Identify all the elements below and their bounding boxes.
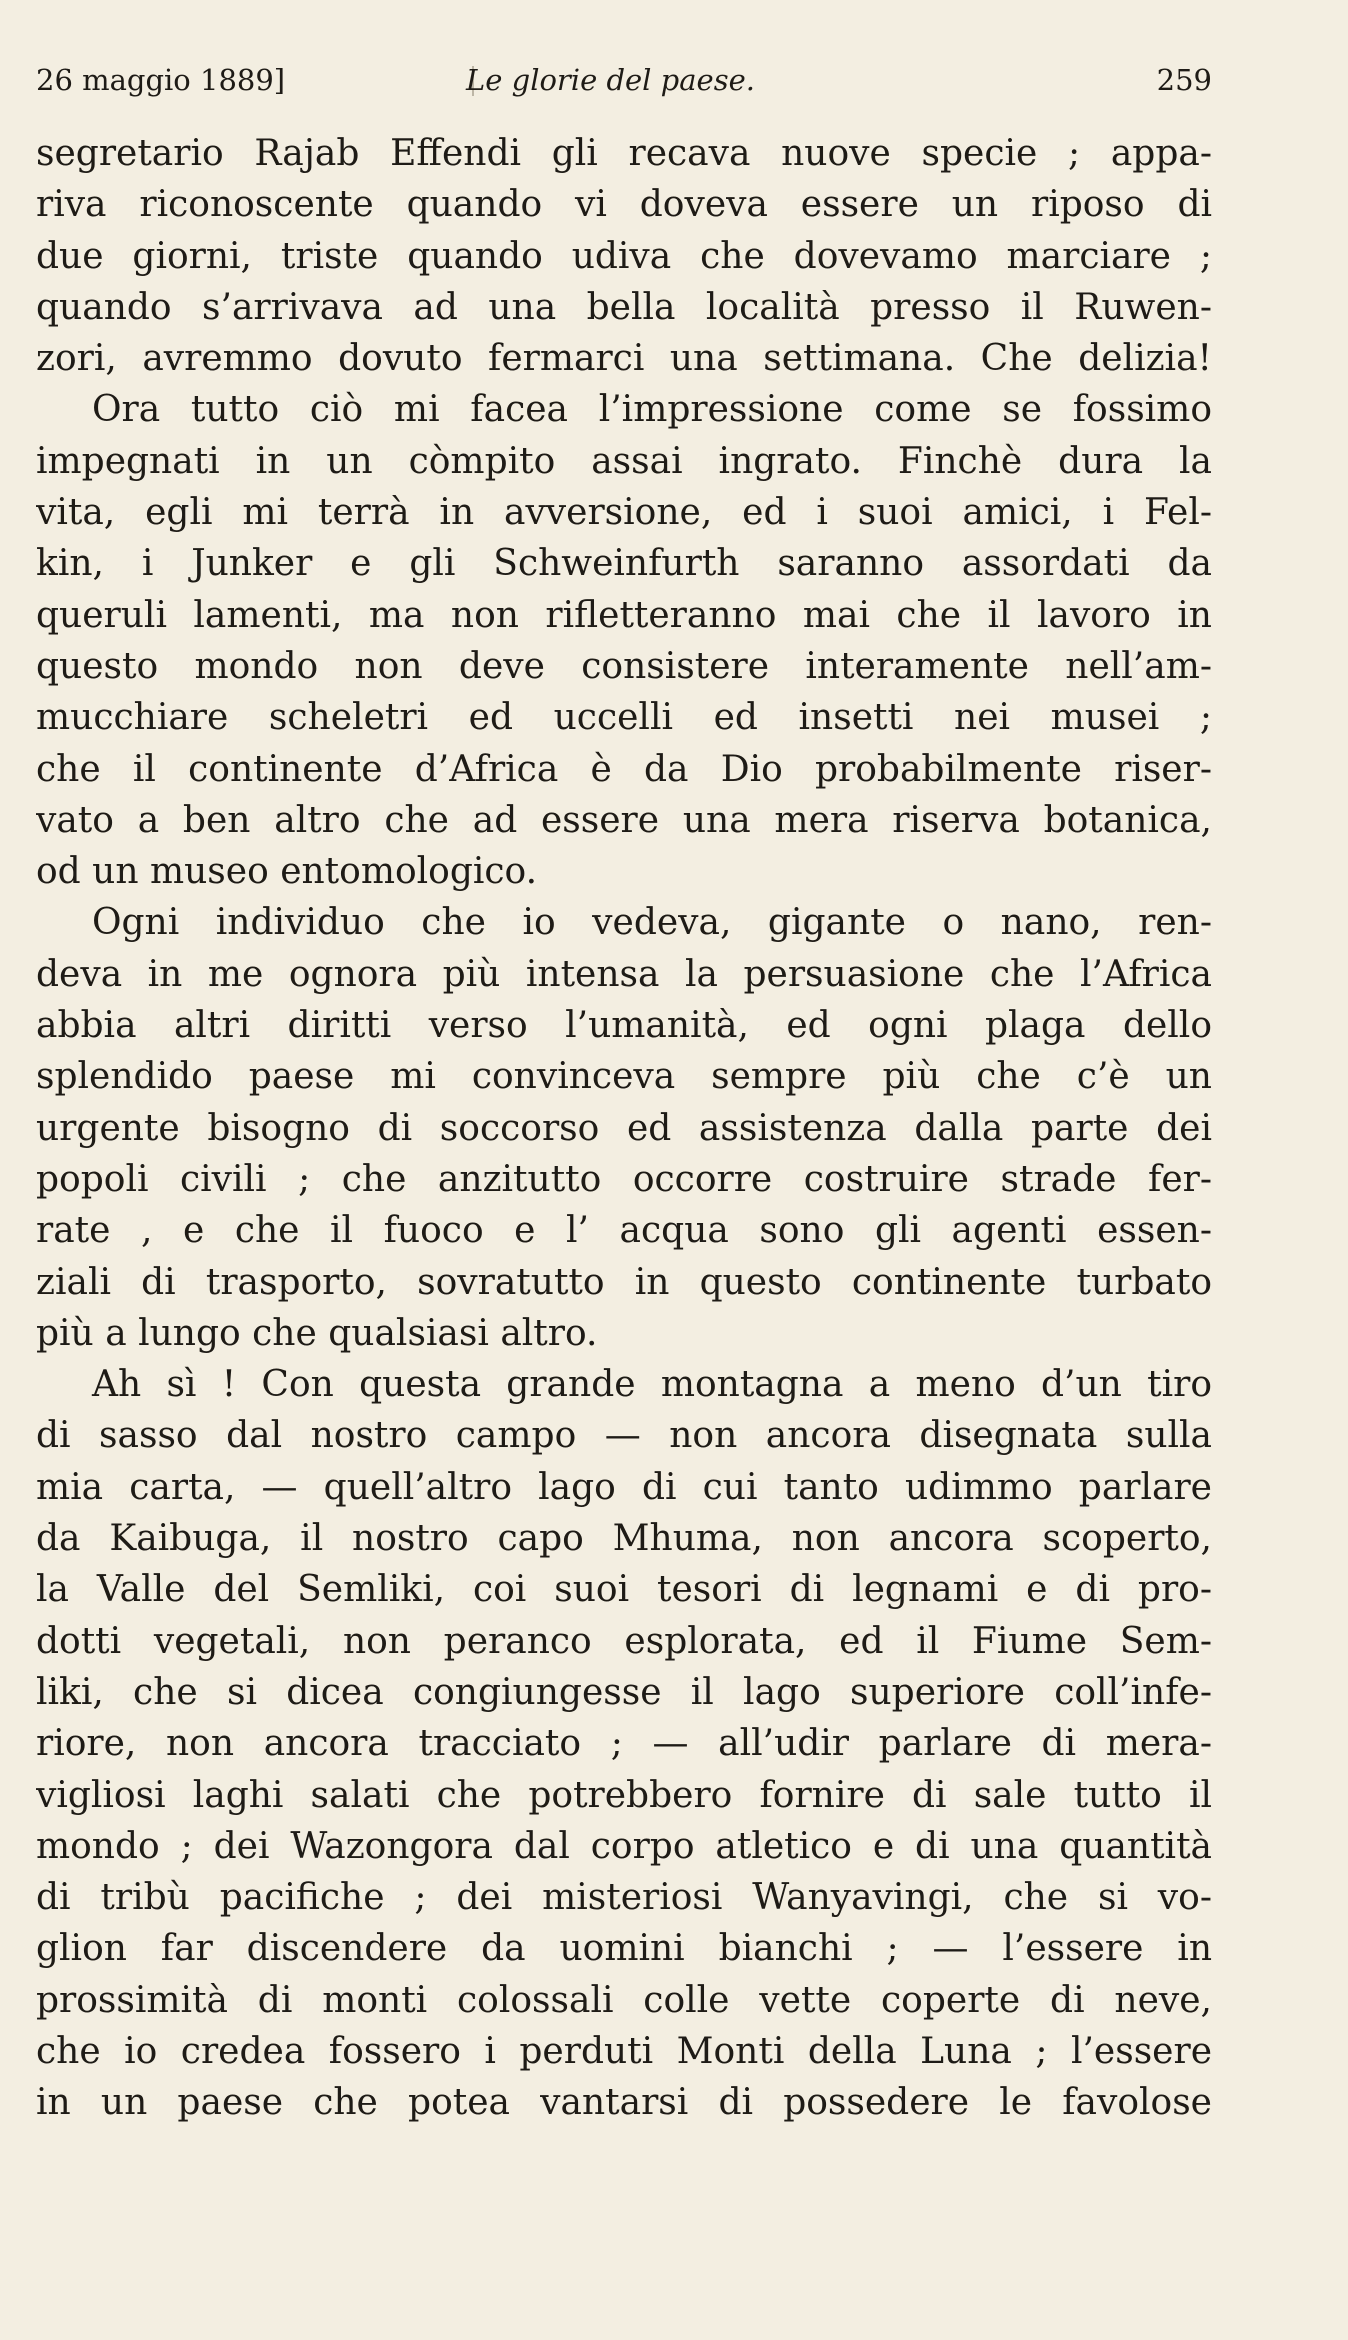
text-line: riore, non ancora tracciato ; — all’udir parlare di mera- — [36, 1723, 1212, 1765]
text-line: abbia altri diritti verso l’umanità, ed ogni plaga dello — [36, 1005, 1212, 1047]
text-line: vigliosi laghi salati che potrebbero fornire di sale tutto il — [36, 1774, 1212, 1816]
text-line: prossimità di monti colossali colle vette coperte di neve, — [36, 1979, 1212, 2021]
text-line: dotti vegetali, non peranco esplorata, ed il Fiume Sem- — [36, 1620, 1212, 1662]
text-line: mia carta, — quell’altro lago di cui tanto udimmo parlare — [36, 1466, 1212, 1508]
text-line: Ora tutto ciò mi facea l’impressione come se fossimo — [92, 389, 1212, 431]
header-title: Le glorie del paese. — [466, 63, 755, 97]
text-line: mondo ; dei Wazongora dal corpo atletico e di una quantità — [36, 1825, 1212, 1867]
text-line: queruli lamenti, ma non rifletteranno mai che il lavoro in — [36, 594, 1212, 636]
text-line: quando s’arrivava ad una bella località presso il Ruwen- — [36, 286, 1212, 328]
text-line: od un museo entomologico. — [36, 851, 538, 893]
text-line: più a lungo che qualsiasi altro. — [36, 1312, 598, 1354]
text-line: vita, egli mi terrà in avversione, ed i suoi amici, i Fel- — [36, 492, 1212, 534]
text-line: la Valle del Semliki, coi suoi tesori di legnami e di pro- — [36, 1569, 1212, 1611]
running-header — [36, 60, 1212, 100]
page-number: 259 — [1156, 63, 1212, 97]
body-text — [36, 128, 1212, 2129]
header-date: 26 maggio 1889] — [36, 63, 286, 97]
text-line: di tribù pacifiche ; dei misteriosi Wanyavingi, che si vo- — [36, 1877, 1212, 1919]
text-line: vato a ben altro che ad essere una mera riserva botanica, — [36, 799, 1212, 841]
text-line: riva riconoscente quando vi doveva essere un riposo di — [36, 184, 1212, 226]
text-line: ziali di trasporto, sovratutto in questo continente turbato — [36, 1261, 1212, 1303]
text-line: kin, i Junker e gli Schweinfurth saranno assordati da — [36, 543, 1212, 585]
text-line: Ogni individuo che io vedeva, gigante o nano, ren- — [92, 902, 1212, 944]
text-line: da Kaibuga, il nostro capo Mhuma, non ancora scoperto, — [36, 1518, 1212, 1560]
text-line: che il continente d’Africa è da Dio probabilmente riser- — [36, 748, 1212, 790]
text-line: mucchiare scheletri ed uccelli ed insetti nei musei ; — [36, 697, 1212, 739]
text-line: di sasso dal nostro campo — non ancora disegnata sulla — [36, 1415, 1212, 1457]
text-line: urgente bisogno di soccorso ed assistenza dalla parte dei — [36, 1107, 1212, 1149]
text-line: zori, avremmo dovuto fermarci una settimana. Che delizia! — [36, 338, 1212, 380]
text-line: segretario Rajab Effendi gli recava nuove specie ; appa- — [36, 133, 1212, 174]
text-line: in un paese che potea vantarsi di possedere le favolose — [36, 2082, 1212, 2124]
text-line: splendido paese mi convinceva sempre più che c’è un — [36, 1056, 1212, 1098]
text-line: glion far discendere da uomini bianchi ; — l’essere in — [36, 1928, 1212, 1970]
text-line: impegnati in un còmpito assai ingrato. Finchè dura la — [36, 440, 1212, 482]
text-line: due giorni, triste quando udiva che dovevamo marciare ; — [36, 235, 1212, 277]
text-line: deva in me ognora più intensa la persuasione che l’Africa — [36, 953, 1212, 995]
text-line: popoli civili ; che anzitutto occorre costruire strade fer- — [36, 1158, 1212, 1200]
text-line: che io credea fossero i perduti Monti della Luna ; l’essere — [36, 2030, 1212, 2072]
text-line: rate , e che il fuoco e l’ acqua sono gli agenti essen- — [36, 1210, 1212, 1252]
text-line: Ah sì ! Con questa grande montagna a meno d’un tiro — [92, 1364, 1212, 1406]
text-line: questo mondo non deve consistere interamente nell’am- — [36, 645, 1212, 687]
text-line: liki, che si dicea congiungesse il lago superiore coll’infe- — [36, 1671, 1212, 1713]
